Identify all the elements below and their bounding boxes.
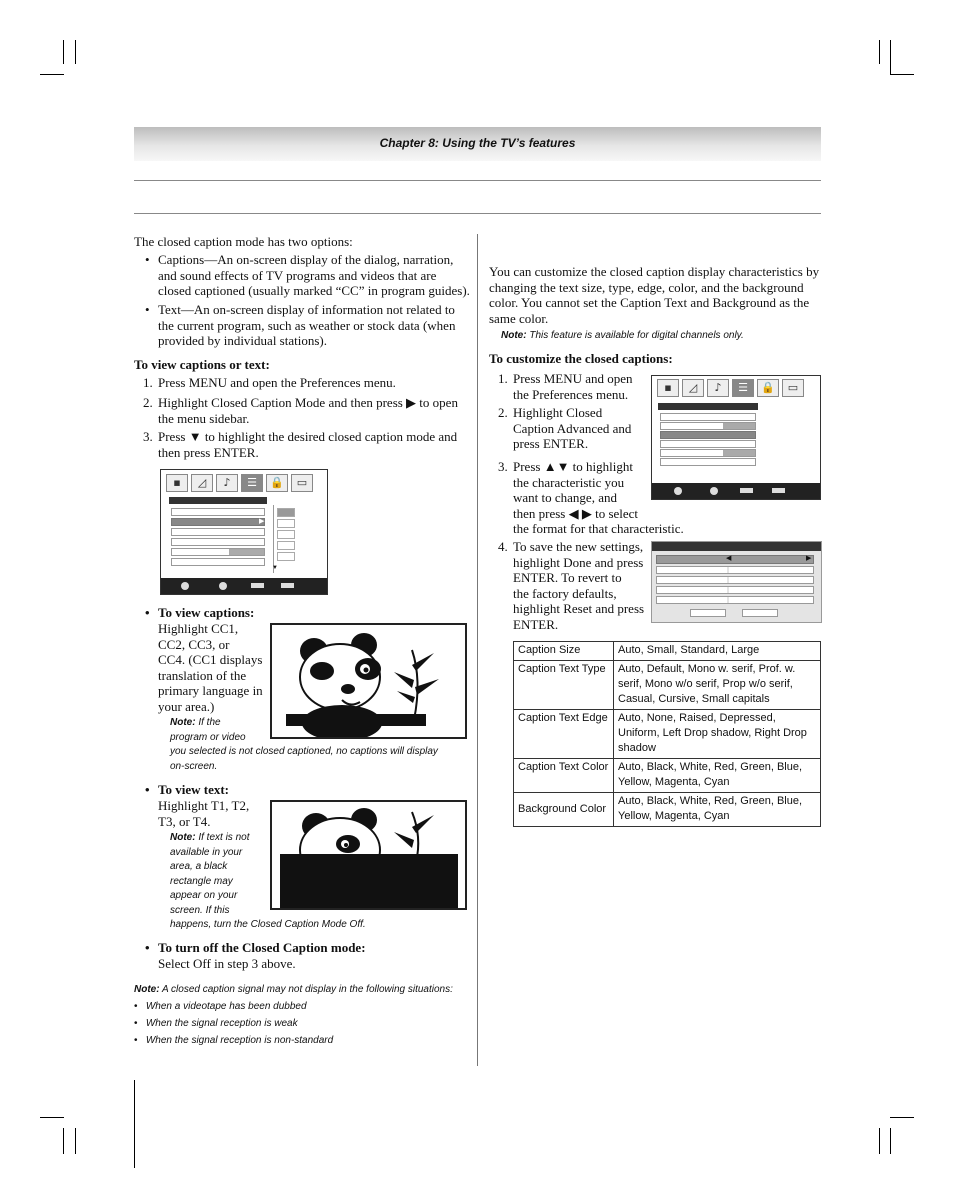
right-intro [489,264,819,326]
table-value: Auto, Small, Standard, Large [614,642,821,661]
advanced-row-selected [656,555,814,564]
note-line: rectangle may [170,875,233,887]
step-text: Press MENU and open the Preferences menu. [158,375,396,390]
closed-caption-advanced-screen [651,541,822,623]
menu-row [660,440,756,448]
sidebar-cell [277,519,295,528]
caption-settings-table [513,641,821,827]
tv-icon: ▭ [291,474,313,492]
intro-text: The closed caption mode has two options: [134,234,353,249]
bullet-dot: • [134,1018,138,1029]
audio-icon: ♪ [707,379,729,397]
step-number: 4. [498,539,508,554]
crop-mark [63,40,64,64]
note-text: A closed caption signal may not display in the following situations: [161,984,453,995]
table-key: Caption Text Edge [514,710,614,759]
crop-mark [75,1128,76,1154]
turn-off-text: Select Off in step 3 above. [158,956,296,971]
step-text [158,429,457,460]
captions-heading: To view captions: [158,605,255,620]
menu-icon-row [657,379,804,397]
text-line: your area.) [158,698,215,714]
preferences-menu-screen [160,469,328,595]
step-text [513,371,633,402]
table-value: Auto, None, Raised, Depressed, Uniform, Left Drop shadow, Right Drop shadow [614,710,821,759]
customize-heading: To customize the closed captions: [489,351,673,366]
bullet-dot: • [145,252,150,267]
menu-row [171,548,265,556]
step-line: then press ENTER. [158,444,259,460]
advanced-row [656,576,814,584]
note-item: When a videotape has been dubbed [145,1001,307,1012]
step-line: Press ▲▼ to highlight [513,459,633,474]
menu-row [171,558,265,566]
note-item: When the signal reception is non-standard [145,1035,334,1046]
bullet-line: closed captioned (usually marked “CC” in program guides). [158,283,470,298]
step-line: ENTER. To revert to [513,570,622,585]
note-line: If the [198,717,221,728]
step-line: Highlight Closed Caption Mode and then press ▶ to open [158,395,458,410]
text-mode-text [158,798,249,829]
table-key: Caption Size [514,642,614,661]
tv-icon: ▭ [782,379,804,397]
step-text [158,395,458,426]
divider [134,213,821,214]
crop-mark [879,40,880,64]
digital-note [501,329,744,344]
sidebar-cell [277,530,295,539]
step-line: then press ◀ ▶ to select [513,505,639,521]
step-number: 3. [498,459,508,474]
sidebar-cell [277,541,295,550]
bullet-line: and sound effects of TV programs and videos that are [158,267,437,283]
bullet-dot: • [145,940,150,955]
step-number: 3. [143,429,153,444]
caption-bar [286,714,426,726]
bullet-line: provided by individual stations). [158,333,327,348]
crop-mark [75,40,76,64]
bullet-dot: • [145,782,150,797]
table-row [514,710,821,759]
crop-mark [890,1128,891,1154]
step-line: the Preferences menu. [513,386,629,402]
intro-line: same color. [489,310,549,326]
text-line: CC4. (CC1 displays [158,652,263,667]
note-text: This feature is available for digital channels only. [529,330,744,341]
menu-footer [161,578,327,594]
note-line: program or video [170,731,246,743]
note-line: you selected is not closed captioned, no captions will display [170,746,438,757]
note-line: on-screen. [170,760,218,772]
text-line: Highlight T1, T2, [158,798,250,813]
advanced-row [656,596,814,604]
crop-mark [890,74,914,75]
text-line: T3, or T4. [158,813,211,829]
table-key: Background Color [514,793,614,827]
menu-row [171,538,265,546]
column-divider [477,234,478,1066]
lock-icon: 🔒 [266,474,288,492]
turn-off-heading: To turn off the Closed Caption mode: [158,940,366,955]
note-label: Note: [170,717,196,728]
chapter-header [134,127,821,161]
table-row [514,661,821,710]
text-line: Highlight CC1, [158,621,239,636]
table-value: Auto, Default, Mono w. serif, Prof. w. serif, Mono w/o serif, Prop w/o serif, Casual, Cursive, Small capitals [614,661,821,710]
chapter-title: Chapter 8: Using the TV’s features [379,136,576,150]
audio-icon: ♪ [216,474,238,492]
menu-title-bar [169,497,267,504]
crop-mark [890,40,891,74]
setup-icon: ◿ [191,474,213,492]
menu-row [660,449,756,457]
step-line: highlight Done and press [513,554,644,570]
black-text-rectangle [280,854,458,908]
bullet-dot: • [134,1035,138,1046]
preferences-menu-screen-2 [651,375,821,500]
table-value: Auto, Black, White, Red, Green, Blue, Yellow, Magenta, Cyan [614,793,821,827]
bullet-dot: • [145,302,150,317]
preferences-icon: ☰ [241,474,263,492]
setup-icon: ◿ [682,379,704,397]
bottom-note [134,983,453,998]
closed-caption-mode-row [171,518,265,526]
picture-icon: ▪ [166,474,188,492]
right-arrow-icon: ▶ [259,517,265,525]
menu-title-bar [658,403,758,410]
text-line: CC2, CC3, or [158,636,230,652]
note-line: If text is not [198,832,250,843]
crop-mark [879,1128,880,1154]
bullet-text [158,302,455,349]
step-line: To save the new settings, [513,539,644,554]
lock-icon: 🔒 [757,379,779,397]
down-arrow-icon: ▼ [272,565,278,571]
table-row [514,642,821,661]
step-line: Press ▼ to highlight the desired closed caption mode and [158,429,458,444]
sidebar-cell [277,552,295,561]
note-line: appear on your [170,890,238,901]
crop-mark [890,1117,914,1118]
bullet-line: Captions—An on-screen display of the dialog, narration, [158,252,454,267]
text-heading: To view text: [158,782,230,797]
step-number: 2. [498,405,508,420]
panda-captions-illustration [270,623,467,739]
menu-row [171,508,265,516]
bullet-line: the current program, such as weather or stock data (when [158,317,456,333]
reset-button [742,609,778,617]
menu-footer [652,483,820,499]
menu-row [660,422,756,430]
advanced-title-bar [652,542,821,551]
margin-line [134,1080,135,1168]
note-label: Note: [134,984,160,995]
intro-line: color. You cannot set the Caption Text and Background as the [489,295,810,310]
note-item: When the signal reception is weak [145,1018,298,1029]
text-line: primary language in [158,683,263,698]
bullet-dot: • [134,1001,138,1012]
table-key: Caption Text Type [514,661,614,710]
step-line: Caption Advanced and [513,420,632,436]
menu-row [660,458,756,466]
preferences-icon: ☰ [732,379,754,397]
step-line: ENTER. [513,616,559,632]
bullet-captions [158,252,470,299]
note-line: area, a black [170,861,228,872]
table-row [514,793,821,827]
step-line: want to change, and [513,490,617,505]
captions-text [158,621,263,714]
bullet-line: Text—An on-screen display of information not related to [158,302,455,317]
step-line: the characteristic you [513,474,625,490]
menu-row [171,528,265,536]
step-text [513,405,631,452]
crop-mark [40,1117,64,1118]
advanced-row [656,586,814,594]
intro-line: changing the text size, type, edge, color, and the background [489,279,804,295]
note-line: happens, turn the Closed Caption Mode Off. [170,919,366,930]
table-value: Auto, Black, White, Red, Green, Blue, Yellow, Magenta, Cyan [614,759,821,793]
step-line: Highlight Closed [513,405,603,420]
note-label: Note: [170,832,196,843]
step-line: the format for that characteristic. [513,521,684,536]
note-line: available in your [170,846,243,858]
step-line: the factory defaults, [513,585,617,601]
sidebar-cell [277,508,295,517]
note-line: screen. If this [170,904,230,916]
picture-icon: ▪ [657,379,679,397]
closed-caption-advanced-row [660,431,756,439]
done-button [690,609,726,617]
divider [134,180,821,181]
table-key: Caption Text Color [514,759,614,793]
note-label: Note: [501,330,527,341]
crop-mark [63,1128,64,1154]
step-number: 2. [143,395,153,410]
crop-mark [40,74,64,75]
step-line: highlight Reset and press [513,601,645,616]
section-heading: To view captions or text: [134,357,270,372]
advanced-row [656,566,814,574]
step-line: Press MENU and open [513,371,633,386]
intro-line: You can customize the closed caption display characteristics by [489,264,820,279]
step-text [513,539,644,632]
step-number: 1. [498,371,508,386]
table-row [514,759,821,793]
menu-icon-row [166,474,313,492]
panda-text-illustration [270,800,467,910]
right-arrow-icon: ▶ [806,554,812,562]
menu-row [660,413,756,421]
text-line: translation of the [158,667,247,683]
left-arrow-icon: ◀ [726,554,732,562]
step-line: the menu sidebar. [158,410,250,426]
note-list [134,1000,333,1049]
step-line: press ENTER. [513,436,589,451]
bullet-dot: • [145,605,150,620]
step-number: 1. [143,375,153,390]
